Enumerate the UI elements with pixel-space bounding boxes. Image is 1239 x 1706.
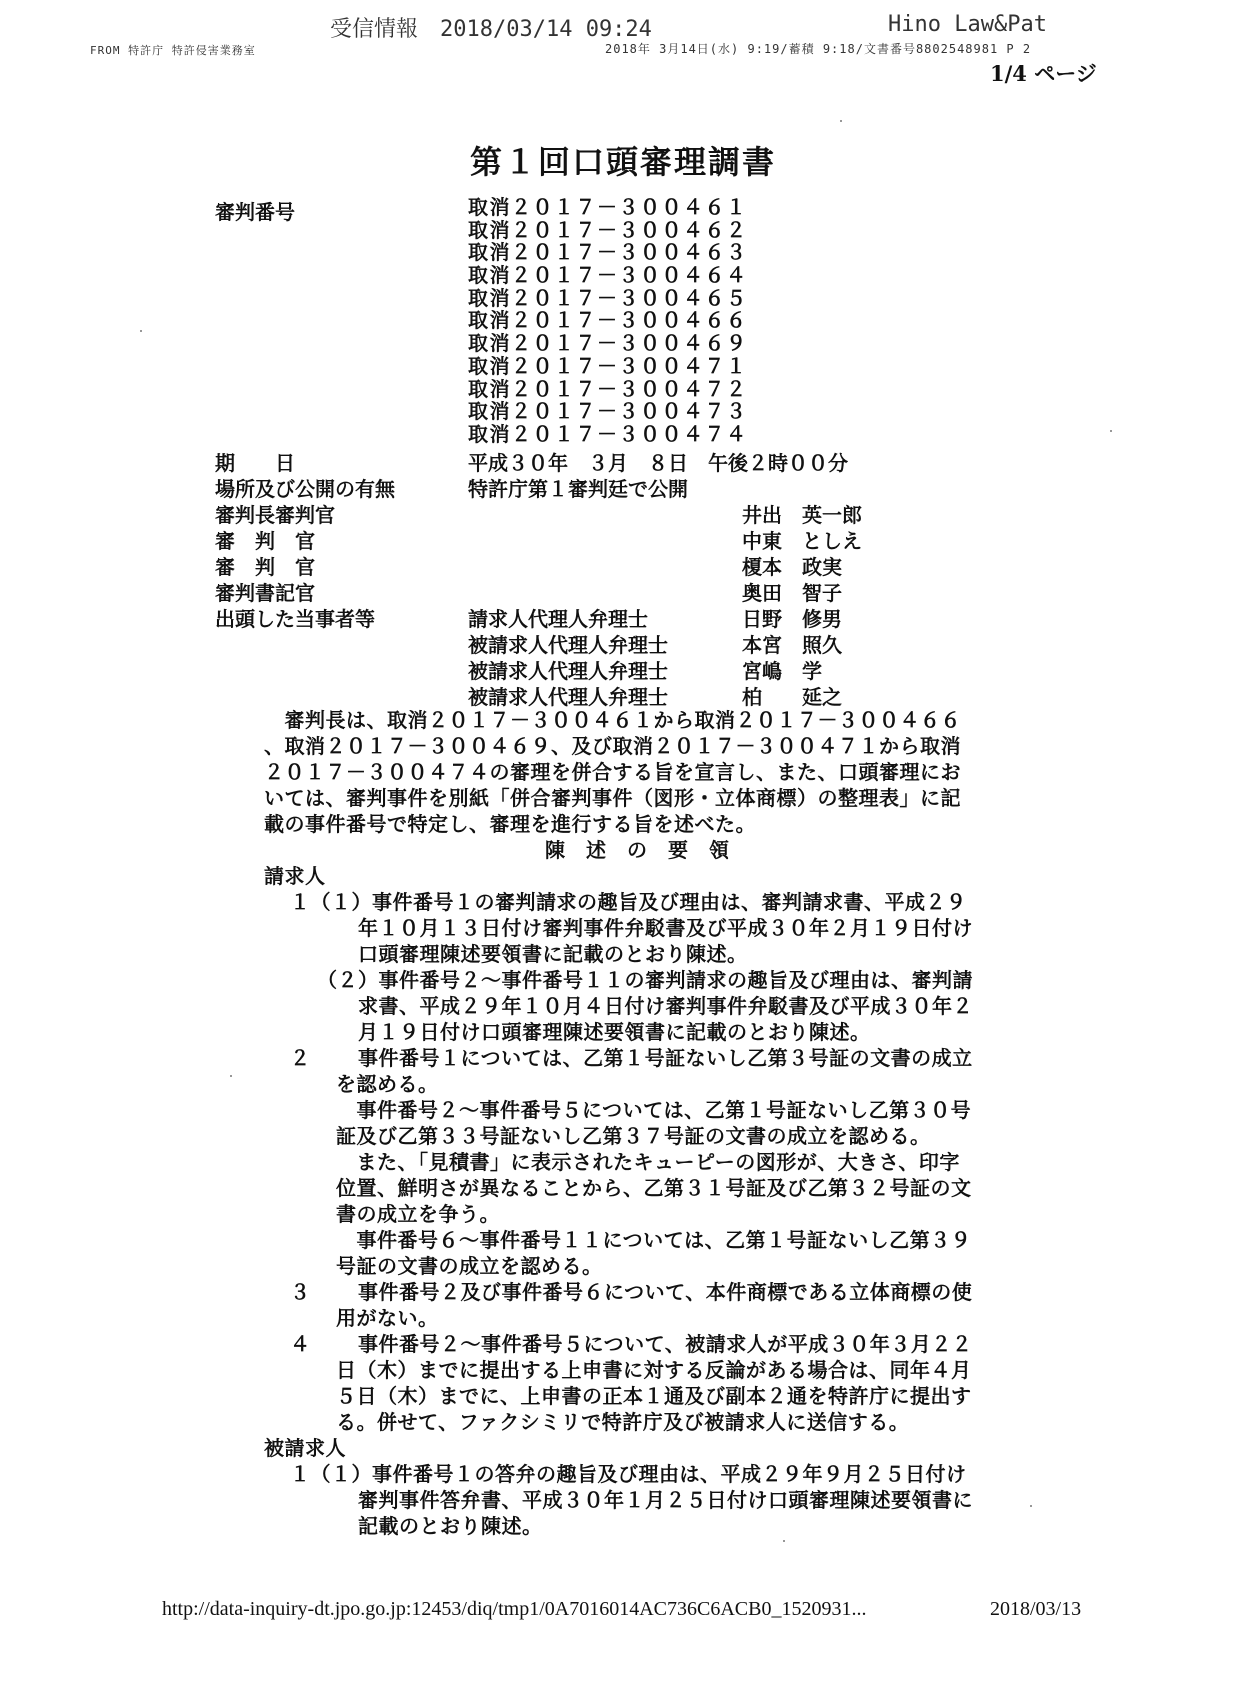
party-name: 柏 延之 (742, 685, 842, 709)
case-number: 取消２０１７－３００４６２ (468, 217, 748, 242)
respondent-heading: 被請求人 (264, 1436, 346, 1460)
section-heading: 陳 述 の 要 領 (545, 838, 730, 862)
claimant-3-line: 用がない。 (336, 1306, 439, 1330)
footer-date: 2018/03/13 (990, 1598, 1082, 1620)
claimant-4-line: 日（木）までに提出する上申書に対する反論がある場合は、同年４月 (336, 1358, 972, 1382)
judge-label: 審 判 官 (215, 529, 315, 553)
chief-judge-label: 審判長審判官 (215, 503, 335, 527)
judge-label: 審 判 官 (215, 555, 315, 579)
fax-from-line: FROM 特許庁 特許侵害業務室 (90, 44, 256, 57)
claimant-2-line: 事件番号２～事件番号５については、乙第１号証ないし乙第３０号 (336, 1098, 972, 1122)
claimant-item-number: ３ (290, 1280, 311, 1304)
respondent-1-1-line: １（１）事件番号１の答弁の趣旨及び理由は、平成２９年９月２５日付け (290, 1462, 967, 1486)
claimant-2-line: 事件番号６～事件番号１１については、乙第１号証ないし乙第３９ (336, 1228, 972, 1252)
place-value: 特許庁第１審判廷で公開 (468, 477, 688, 501)
case-number: 取消２０１７－３００４７３ (468, 399, 748, 424)
case-number: 取消２０１７－３００４６３ (468, 240, 748, 265)
clerk-name: 奥田 智子 (742, 581, 842, 605)
place-label: 場所及び公開の有無 (215, 477, 395, 501)
clerk-label: 審判書記官 (215, 581, 315, 605)
claimant-2-line: を認める。 (336, 1072, 439, 1096)
case-number: 取消２０１７－３００４６５ (468, 285, 748, 310)
claimant-2-line: 証及び乙第３３号証ないし乙第３７号証の文書の成立を認める。 (336, 1124, 931, 1148)
party-role: 被請求人代理人弁理士 (468, 659, 668, 683)
claimant-2-line: また、「見積書」に表示されたキューピーの図形が、大きさ、印字 (336, 1150, 960, 1174)
case-number: 取消２０１７－３００４７４ (468, 421, 748, 446)
fax-sent-line: 2018年 3月14日(水) 9:19/蓄積 9:18/文書番号8802548981 P 2 (605, 42, 1032, 56)
scan-speck (783, 1540, 785, 1542)
claimant-4-line: ５日（木）までに、上申書の正本１通及び副本２通を特許庁に提出す (336, 1384, 972, 1408)
fax-sender: Hino Law&Pat (888, 12, 1047, 37)
case-number-label: 審判番号 (215, 200, 295, 224)
case-number: 取消２０１７－３００４６６ (468, 308, 748, 333)
claimant-2-line: 号証の文書の成立を認める。 (336, 1254, 603, 1278)
date-value: 平成３０年 ３月 ８日 午後２時００分 (468, 451, 848, 475)
claimant-1-2-line: 月１９日付け口頭審理陳述要領書に記載のとおり陳述。 (358, 1020, 871, 1044)
case-number: 取消２０１７－３００４７２ (468, 376, 748, 401)
scan-speck (1030, 1505, 1032, 1507)
intro-line: 、取消２０１７－３００４６９、及び取消２０１７－３００４７１から取消 (264, 734, 961, 758)
scan-speck (140, 330, 142, 332)
claimant-4-line: る。併せて、ファクシミリで特許庁及び被請求人に送信する。 (336, 1410, 910, 1434)
claimant-1-1-line: 口頭審理陳述要領書に記載のとおり陳述。 (358, 942, 748, 966)
claimant-item-number: ２ (290, 1046, 311, 1070)
claimant-1-2-line: （２）事件番号２～事件番号１１の審判請求の趣旨及び理由は、審判請 (317, 968, 973, 992)
claimant-1-2-line: 求書、平成２９年１０月４日付け審判事件弁駁書及び平成３０年２ (358, 994, 973, 1018)
claimant-3-line: 事件番号２及び事件番号６について、本件商標である立体商標の使 (358, 1280, 973, 1304)
scan-speck (1110, 430, 1112, 432)
intro-line: 審判長は、取消２０１７－３００４６１から取消２０１７－３００４６６ (264, 708, 961, 732)
claimant-item-number: ４ (290, 1332, 311, 1356)
scan-speck (840, 120, 842, 122)
claimant-4-line: 事件番号２～事件番号５について、被請求人が平成３０年３月２２ (358, 1332, 973, 1356)
judge-name: 中東 としえ (742, 529, 862, 553)
respondent-1-1-line: 審判事件答弁書、平成３０年１月２５日付け口頭審理陳述要領書に (358, 1488, 973, 1512)
claimant-2-line: 位置、鮮明さが異なることから、乙第３１号証及び乙第３２号証の文 (336, 1176, 972, 1200)
claimant-heading: 請求人 (264, 864, 326, 888)
respondent-1-1-line: 記載のとおり陳述。 (358, 1514, 543, 1538)
footer-url: http://data-inquiry-dt.jpo.go.jp:12453/diq/tmp1/0A7016014AC736C6ACB0_1520931... (162, 1598, 867, 1620)
parties-label: 出頭した当事者等 (215, 607, 375, 631)
party-role: 被請求人代理人弁理士 (468, 685, 668, 709)
party-role: 被請求人代理人弁理士 (468, 633, 668, 657)
intro-line: いては、審判事件を別紙「併合審判事件（図形・立体商標）の整理表」に記 (264, 786, 961, 810)
document-title: 第１回口頭審理調書 (470, 143, 777, 181)
party-name: 日野 修男 (742, 607, 842, 631)
case-number: 取消２０１７－３００４６４ (468, 263, 748, 288)
claimant-1-1-line: 年１０月１３日付け審判事件弁駁書及び平成３０年２月１９日付け (358, 916, 973, 940)
chief-judge-name: 井出 英一郎 (742, 503, 862, 527)
case-number: 取消２０１７－３００４６１ (468, 195, 748, 219)
case-number: 取消２０１７－３００４６９ (468, 331, 748, 356)
fax-receive-info: 受信情報 2018/03/14 09:24 (330, 17, 652, 42)
intro-line: ２０１７－３００４７４の審理を併合する旨を宣言し、また、口頭審理にお (264, 760, 961, 784)
intro-line: 載の事件番号で特定し、審理を進行する旨を述べた。 (264, 812, 756, 836)
claimant-2-line: 事件番号１については、乙第１号証ないし乙第３号証の文書の成立 (358, 1046, 973, 1070)
case-number: 取消２０１７－３００４７１ (468, 353, 748, 378)
claimant-2-line: 書の成立を争う。 (336, 1202, 500, 1226)
party-name: 宮嶋 学 (742, 659, 822, 683)
date-label: 期 日 (215, 451, 295, 475)
page-indicator: 1/4 ページ (990, 61, 1097, 86)
judge-name: 榎本 政実 (742, 555, 842, 579)
party-role: 請求人代理人弁理士 (468, 607, 648, 631)
claimant-1-1-line: １（１）事件番号１の審判請求の趣旨及び理由は、審判請求書、平成２９ (290, 890, 967, 914)
scan-speck (230, 1075, 232, 1077)
party-name: 本宮 照久 (742, 633, 842, 657)
case-number-list (468, 196, 748, 446)
